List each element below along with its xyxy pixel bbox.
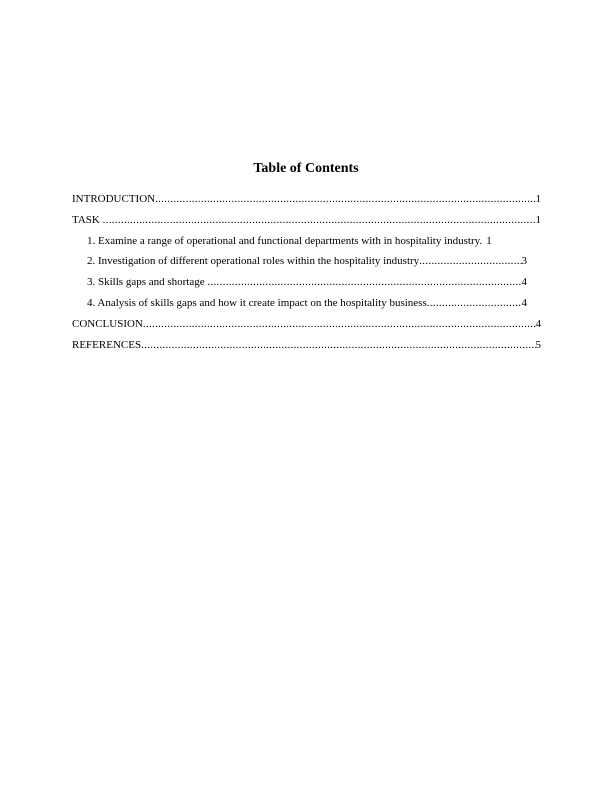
toc-entry-label: 3. Skills gaps and shortage — [87, 276, 208, 289]
toc-entry-skills-gaps[interactable] — [72, 272, 541, 293]
toc-entry-label: TASK — [72, 213, 103, 226]
toc-page-number: 4 — [521, 276, 527, 289]
toc-page-number: 3 — [521, 255, 527, 268]
toc-page-number: 1 — [486, 234, 492, 247]
toc-page-number: 5 — [535, 338, 541, 351]
toc-list — [72, 189, 541, 355]
toc-entry-label: 4. Analysis of skills gaps and how it create impact on the hospitality business — [87, 296, 427, 309]
toc-entry-task[interactable] — [72, 210, 541, 231]
toc-entry-skills-gaps-analysis[interactable] — [72, 293, 541, 314]
toc-dot-leader — [207, 272, 521, 293]
toc-page-number: 1 — [535, 193, 541, 205]
toc-entry-label: 1. Examine a range of operational and functional departments with in hospitality industry. — [87, 234, 483, 247]
toc-dot-leader — [427, 293, 522, 314]
toc-heading: Table of Contents — [253, 161, 359, 176]
toc-entry-introduction[interactable] — [72, 189, 541, 210]
toc-entry-operational-roles[interactable] — [72, 251, 541, 272]
toc-dot-leader — [419, 251, 521, 272]
toc-page-number: 4 — [521, 296, 527, 309]
toc-dot-leader — [143, 314, 536, 335]
toc-entry-examine-departments[interactable] — [72, 231, 541, 252]
toc-page-number: 1 — [535, 213, 541, 226]
toc-entry-references[interactable] — [72, 335, 541, 356]
toc-entry-label: REFERENCES — [72, 338, 142, 351]
toc-page-number: 4 — [535, 317, 541, 330]
toc-dot-leader — [155, 189, 535, 210]
toc-entry-label: CONCLUSION — [72, 317, 143, 330]
toc-entry-label: 2. Investigation of different operational roles within the hospitality industry — [87, 255, 420, 268]
toc-dot-leader — [103, 210, 536, 231]
toc-entry-label: INTRODUCTION — [72, 193, 156, 205]
toc-entry-conclusion[interactable] — [72, 314, 541, 335]
toc-dot-leader — [141, 335, 535, 356]
